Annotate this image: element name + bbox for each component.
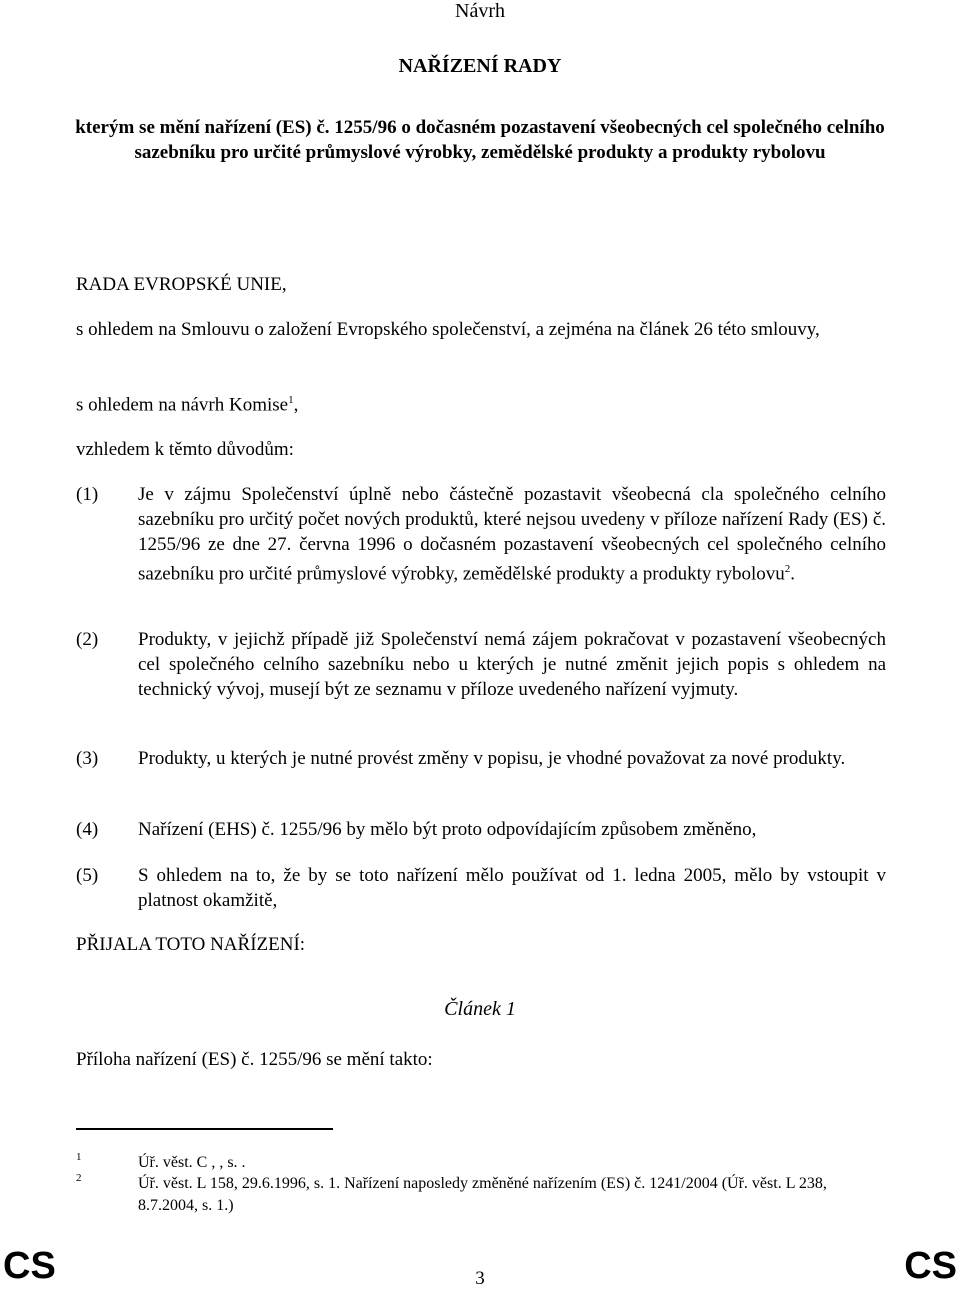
language-code-right: CS <box>904 1245 957 1287</box>
footnote-2 <box>76 1173 886 1217</box>
recital-4 <box>76 817 886 842</box>
recital-number: (4) <box>76 819 99 840</box>
footnote-text: Úř. věst. C , , s. . <box>138 1154 246 1171</box>
document-title: NAŘÍZENÍ RADY <box>398 55 562 77</box>
footnote-ref-1: 1 <box>288 394 294 406</box>
footnote-text: Úř. věst. L 158, 29.6.1996, s. 1. Nařízení naposledy změněné nařízením (ES) č. 1241/2004 (Úř. věst. L 238, 8.7.2004, s. 1.) <box>138 1175 827 1214</box>
footnote-number: 1 <box>76 1151 82 1163</box>
recital-number: (1) <box>76 484 99 505</box>
institution: RADA EVROPSKÉ UNIE, <box>76 274 287 295</box>
citation-treaty: s ohledem na Smlouvu o založení Evropského společenství, a zejména na článek 26 této smlouvy, <box>76 319 820 340</box>
footnote-1 <box>76 1152 886 1174</box>
recital-1 <box>76 482 886 586</box>
recital-text: S ohledem na to, že by se toto nařízení mělo používat od 1. ledna 2005, mělo by vstoupit v platnost okamžitě, <box>138 865 886 911</box>
recital-number: (2) <box>76 629 99 650</box>
recital-text: Nařízení (EHS) č. 1255/96 by mělo být proto odpovídajícím způsobem změněno, <box>138 819 757 840</box>
draft-label: Návrh <box>455 0 505 22</box>
recital-5 <box>76 863 886 913</box>
recital-text: Je v zájmu Společenství úplně nebo částečně pozastavit všeobecná cla společného celního sazebníku pro určitý počet nových produktů, které nejsou uvedeny v příloze nařízení Rady (ES) č. 1255/96 ze dne 27. června 1996 o dočasném pozastavení všeobecných cel společného celního sazebníku pro určité průmyslové výrobky, zemědělské produkty a produkty rybolovu$^2$. <box>138 484 886 585</box>
citation-proposal <box>76 388 886 417</box>
page-number: 3 <box>475 1268 485 1289</box>
whereas-intro: vzhledem k těmto důvodům: <box>76 439 294 460</box>
adoption-clause: PŘIJALA TOTO NAŘÍZENÍ: <box>76 934 306 955</box>
citation-proposal-text: s ohledem na návrh Komise <box>76 394 289 416</box>
recital-2 <box>76 627 886 702</box>
language-code-left: CS <box>3 1245 56 1287</box>
recital-text: Produkty, v jejichž případě již Společenství nemá zájem pokračovat v pozastavení všeobecných cel společného celního sazebníku nebo u kterých je nutné změnit jejich popis s ohledem na technický vývoj, musejí být ze seznamu v příloze uvedeného nařízení vyjmuty. <box>138 629 886 700</box>
recital-3 <box>76 746 886 771</box>
article-text: Příloha nařízení (ES) č. 1255/96 se mění takto: <box>76 1049 433 1070</box>
document-subtitle: kterým se mění nařízení (ES) č. 1255/96 o dočasném pozastavení všeobecných cel společného celního sazebníku pro určité průmyslové výrobky, zemědělské produkty a produkty rybolovu <box>75 117 885 163</box>
recital-number: (3) <box>76 748 99 769</box>
footnote-divider <box>76 1128 333 1130</box>
footnote-number: 2 <box>76 1172 82 1184</box>
recital-text: Produkty, u kterých je nutné provést změny v popisu, je vhodné považovat za nové produkty. <box>138 748 846 769</box>
footnote-ref-2: 2 <box>784 563 791 575</box>
citation-proposal-end: , <box>293 394 299 416</box>
recital-number: (5) <box>76 865 99 886</box>
article-heading: Článek 1 <box>444 998 516 1020</box>
